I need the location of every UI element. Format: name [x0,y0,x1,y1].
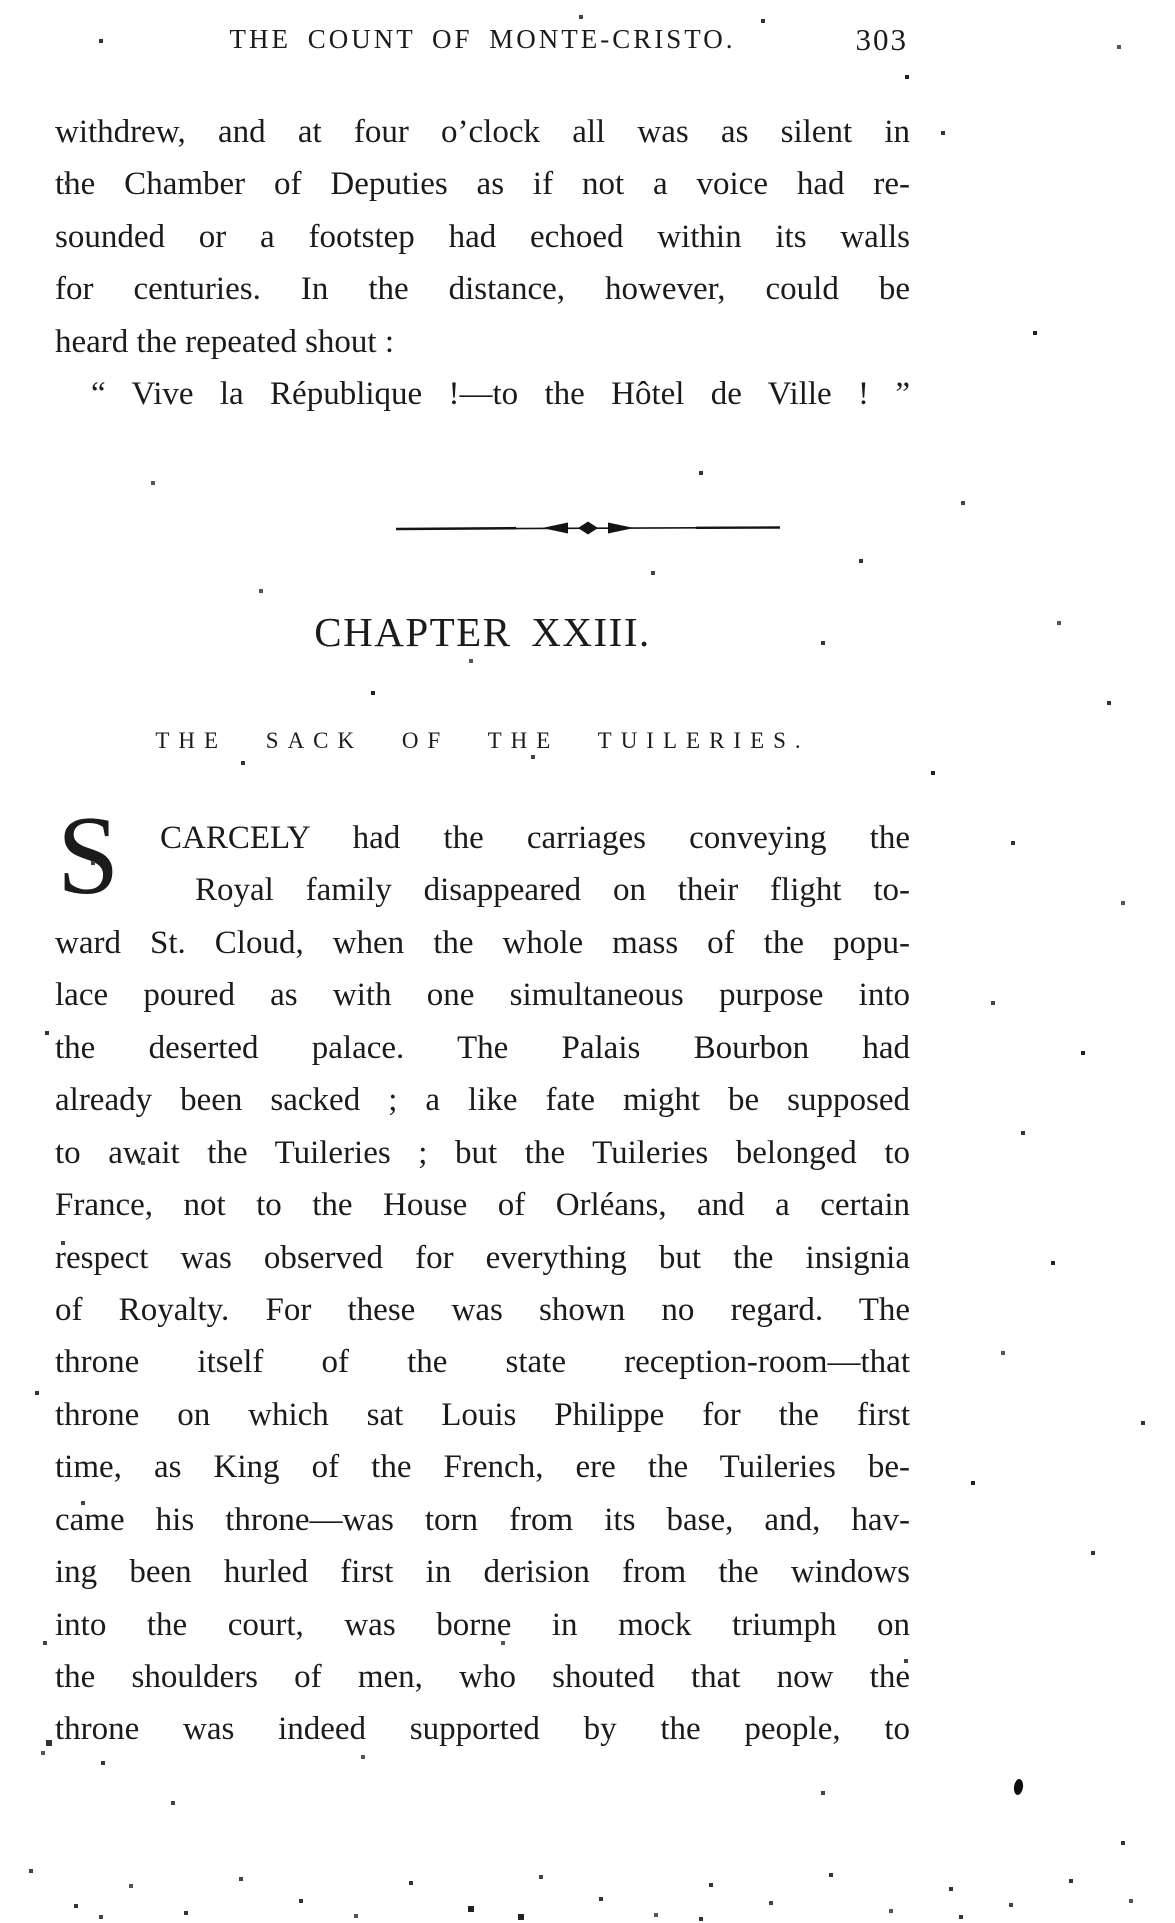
text-line: withdrew, and at four o’clock all was as silent in [55,114,910,150]
text-line: already been sacked ; a like fate might be supposed [55,1082,910,1119]
text-line: throne on which sat Louis Philippe for the first [55,1396,910,1433]
paragraph-continued [55,106,910,421]
ink-blot [1013,1778,1024,1795]
text-line: time, as King of the French, ere the Tuileries be- [55,1449,910,1486]
text-line: ing been hurled first in derision from the windows [55,1554,910,1591]
text-line: for centuries. In the distance, however, could be [55,271,910,308]
text-line: sounded or a footstep had echoed within its walls [55,218,910,255]
text-line: respect was observed for everything but the insignia [55,1239,910,1276]
running-header-title: THE COUNT OF MONTE-CRISTO. [229,24,736,54]
page-number: 303 [855,22,908,57]
scan-edge-noise [0,0,2,2]
chapter-subtitle: THE SACK OF THE TUILERIES. [155,728,810,753]
text-line: came his throne—was torn from its base, and, hav- [55,1501,910,1538]
text-line: the Chamber of Deputies as if not a voice had re- [55,166,910,203]
text-line: ward St. Cloud, when the whole mass of the popu- [55,924,910,961]
text-line: CARCELY had the carriages conveying the [160,820,910,856]
text-line: lace poured as with one simultaneous purpose into [55,977,910,1014]
text-line: throne itself of the state reception-room—that [55,1344,910,1381]
text-line: into the court, was borne in mock triumph on [55,1606,910,1643]
section-divider-ornament [396,520,780,536]
text-line: Royal family disappeared on their flight to- [195,872,910,909]
text-line: France, not to the House of Orléans, and a certain [55,1187,910,1224]
text-line: the deserted palace. The Palais Bourbon had [55,1029,910,1066]
text-line: the shoulders of men, who shouted that now the [55,1659,910,1695]
text-line: of Royalty. For these was shown no regard. The [55,1291,910,1328]
running-header [55,24,910,70]
text-line: throne was indeed supported by the people, to [55,1711,910,1748]
text-line: to await the Tuileries ; but the Tuileries belonged to [55,1134,910,1171]
drop-cap-letter: S [57,794,120,918]
quote-line: “ Vive la République !—to the Hôtel de Ville ! ” [91,376,910,413]
chapter-heading: CHAPTER XXIII. [314,609,651,655]
chapter-first-paragraph [55,794,910,1756]
text-line: heard the repeated shout : [55,323,395,360]
